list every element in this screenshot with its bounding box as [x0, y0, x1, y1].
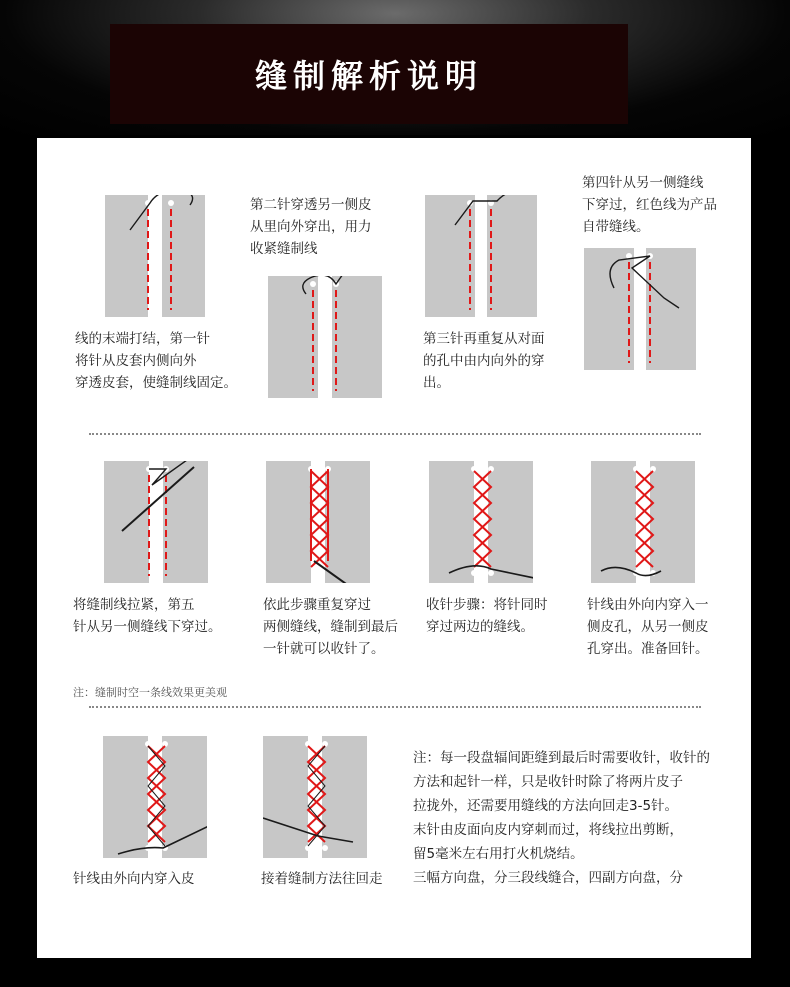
step-7-illustration	[429, 461, 533, 583]
step-7-caption: 收针步骤：将针同时 穿过两边的缝线。	[426, 597, 548, 635]
step-8-illustration	[591, 461, 695, 583]
step-8-caption: 针线由外向内穿入一 侧皮孔，从另一侧皮 孔穿出。准备回针。	[587, 597, 709, 657]
step-3-caption: 第三针再重复从对面 的孔中由内向外的穿 出。	[423, 331, 545, 391]
closing-note: 注：每一段盘辐间距缝到最后时需要收针，收针的 方法和起针一样，只是收针时除了将两片皮子 拉拢外，还需要用缝线的方法向回走3-5针。 末针由皮面向皮内穿刺而过，将线拉出剪断， 留5毫米左右用打火机烧结。 三幅方向盘，分三段线缝合，四副方向盘，分	[413, 750, 710, 886]
step-1-caption: 线的末端打结，第一针 将针从皮套内侧向外 穿透皮套，使缝制线固定。	[75, 331, 237, 391]
step-10-illustration	[263, 736, 367, 858]
step-9-caption: 针线由外向内穿入皮	[73, 871, 195, 887]
step-1-illustration	[105, 195, 205, 317]
step-6-caption: 依此步骤重复穿过 两侧缝线，缝制到最后 一针就可以收针了。	[263, 597, 398, 657]
note-spacing: 注：缝制时空一条线效果更美观	[73, 686, 227, 699]
divider-2	[89, 706, 701, 708]
step-6-illustration	[266, 461, 370, 583]
step-5-illustration	[104, 461, 208, 583]
step-10-caption: 接着缝制方法往回走	[261, 871, 383, 887]
step-9-illustration	[103, 736, 207, 858]
step-2-caption: 第二针穿透另一侧皮 从里向外穿出，用力 收紧缝制线	[250, 197, 372, 257]
instruction-panel	[37, 138, 751, 958]
title-banner	[110, 24, 628, 124]
page-title: 缝制解析说明	[254, 57, 483, 95]
divider-1	[89, 433, 701, 435]
step-4-illustration	[584, 248, 696, 370]
step-4-caption: 第四针从另一侧缝线 下穿过，红色线为产品 自带缝线。	[582, 175, 717, 235]
step-5-caption: 将缝制线拉紧，第五 针从另一侧缝线下穿过。	[73, 597, 222, 635]
step-3-illustration	[425, 195, 537, 317]
step-2-illustration	[268, 276, 382, 398]
